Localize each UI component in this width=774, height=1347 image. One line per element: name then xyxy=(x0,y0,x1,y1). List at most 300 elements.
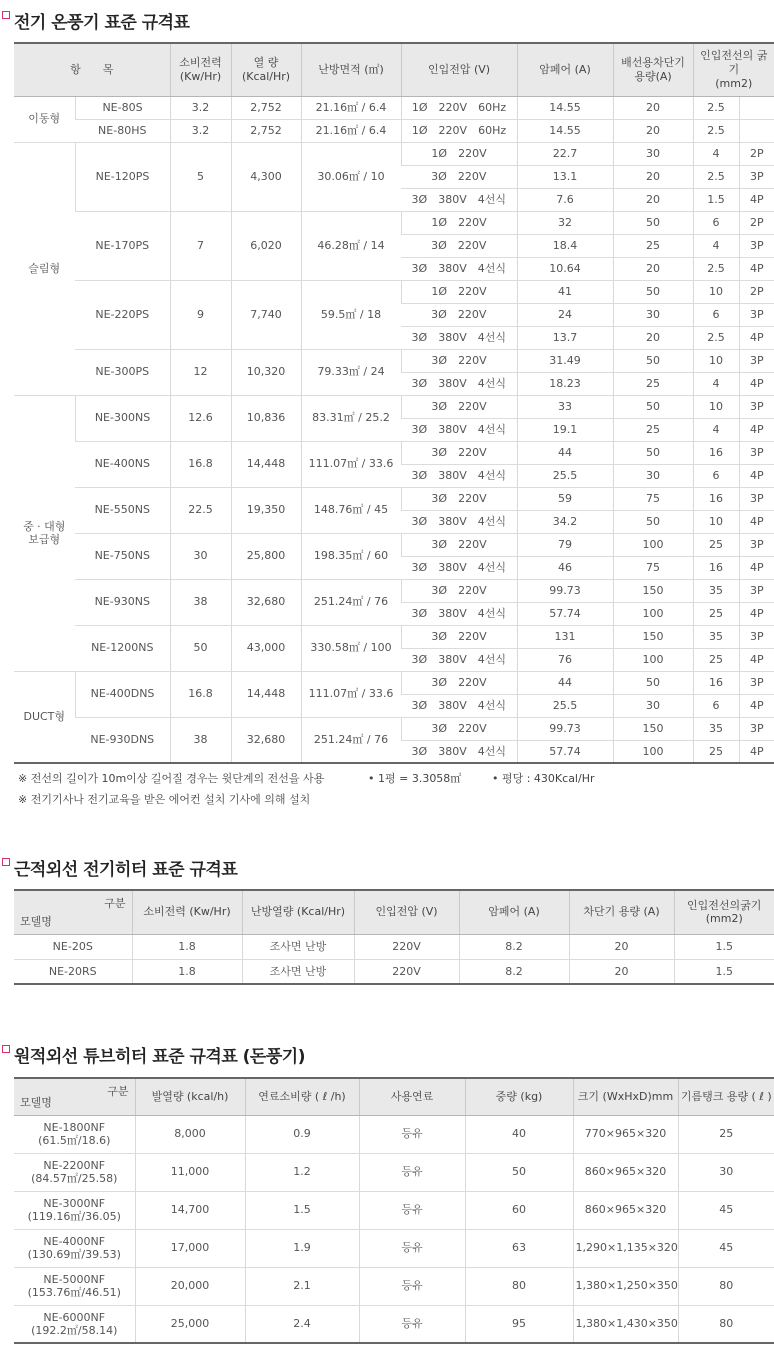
amp-cell: 41 xyxy=(517,280,613,303)
size-cell: 1,380×1,430×350 xyxy=(573,1305,678,1343)
amp-cell: 22.7 xyxy=(517,142,613,165)
section1-title xyxy=(0,8,189,33)
amp-cell: 13.1 xyxy=(517,165,613,188)
pole-cell: 3P xyxy=(739,349,774,372)
wire-cell: 4 xyxy=(693,234,739,257)
amp-cell: 76 xyxy=(517,648,613,671)
col-amp: 암페어 (A) xyxy=(517,43,613,96)
pole-cell: 4P xyxy=(739,372,774,395)
area-cell: 21.16㎡ / 6.4 xyxy=(301,96,401,119)
note-wire-length: ※ 전선의 길이가 10m이상 길어질 경우는 윗단계의 전선을 사용 xyxy=(18,772,325,785)
wire-cell: 35 xyxy=(693,625,739,648)
pole-cell: 4P xyxy=(739,510,774,533)
table-row xyxy=(14,1115,774,1153)
fuel-type-cell: 등유 xyxy=(359,1305,465,1343)
power-cell: 9 xyxy=(170,280,231,349)
pole-cell: 4P xyxy=(739,464,774,487)
breaker-cell: 150 xyxy=(613,579,693,602)
breaker-cell: 30 xyxy=(613,303,693,326)
wire-cell: 6 xyxy=(693,464,739,487)
amp-cell: 57.74 xyxy=(517,602,613,625)
voltage-cell: 3Ø 380V 4선식 xyxy=(401,326,517,349)
pole-cell: 3P xyxy=(739,441,774,464)
amp-cell: 31.49 xyxy=(517,349,613,372)
model-cell: NE-930DNS xyxy=(75,717,170,763)
model-cell: NE-3000NF (119.16㎡/36.05) xyxy=(14,1191,135,1229)
voltage-cell: 1Ø 220V 60Hz xyxy=(401,119,517,142)
category-cell: DUCT형 xyxy=(14,671,75,763)
amp-cell: 14.55 xyxy=(517,119,613,142)
model-cell: NE-6000NF (192.2㎡/58.14) xyxy=(14,1305,135,1343)
model-cell: NE-1200NS xyxy=(75,625,170,671)
wire-cell: 1.5 xyxy=(674,959,774,984)
pole-cell: 4P xyxy=(739,648,774,671)
wire-cell: 4 xyxy=(693,372,739,395)
heat-output-cell: 11,000 xyxy=(135,1153,245,1191)
power-cell: 1.8 xyxy=(132,934,242,959)
wire-cell: 25 xyxy=(693,533,739,556)
heat-cell: 43,000 xyxy=(231,625,301,671)
col-heat: 열 량 (Kcal/Hr) xyxy=(231,43,301,96)
wire-cell: 2.5 xyxy=(693,96,739,119)
weight-cell: 63 xyxy=(465,1229,573,1267)
voltage-cell: 3Ø 220V xyxy=(401,303,517,326)
weight-cell: 40 xyxy=(465,1115,573,1153)
col-fuel-type: 사용연료 xyxy=(359,1078,465,1115)
area-cell: 148.76㎡ / 45 xyxy=(301,487,401,533)
size-cell: 1,290×1,135×320 xyxy=(573,1229,678,1267)
table-row xyxy=(14,96,774,119)
amp-cell: 19.1 xyxy=(517,418,613,441)
pole-cell: 3P xyxy=(739,165,774,188)
col-voltage: 인입전압 (V) xyxy=(401,43,517,96)
breaker-cell: 50 xyxy=(613,510,693,533)
wire-cell: 10 xyxy=(693,395,739,418)
amp-cell: 13.7 xyxy=(517,326,613,349)
area-cell: 46.28㎡ / 14 xyxy=(301,211,401,280)
power-cell: 3.2 xyxy=(170,119,231,142)
model-cell: NE-400NS xyxy=(75,441,170,487)
fuel-consumption-cell: 1.2 xyxy=(245,1153,359,1191)
power-cell: 1.8 xyxy=(132,959,242,984)
category-cell: 슬림형 xyxy=(14,142,75,395)
amp-cell: 131 xyxy=(517,625,613,648)
amp-cell: 44 xyxy=(517,441,613,464)
fuel-consumption-cell: 2.1 xyxy=(245,1267,359,1305)
heat-cell: 32,680 xyxy=(231,717,301,763)
heat-output-cell: 17,000 xyxy=(135,1229,245,1267)
note-pyeong: • 1평 = 3.3058㎡ xyxy=(368,772,462,785)
pole-cell xyxy=(739,96,774,119)
breaker-cell: 100 xyxy=(613,648,693,671)
fuel-consumption-cell: 0.9 xyxy=(245,1115,359,1153)
power-cell: 5 xyxy=(170,142,231,211)
wire-cell: 10 xyxy=(693,510,739,533)
wire-cell: 16 xyxy=(693,441,739,464)
wire-cell: 10 xyxy=(693,280,739,303)
pole-cell: 4P xyxy=(739,740,774,763)
amp-cell: 25.5 xyxy=(517,464,613,487)
breaker-cell: 25 xyxy=(613,372,693,395)
voltage-cell: 1Ø 220V xyxy=(401,280,517,303)
breaker-cell: 20 xyxy=(613,165,693,188)
wire-cell: 2.5 xyxy=(693,326,739,349)
area-cell: 21.16㎡ / 6.4 xyxy=(301,119,401,142)
voltage-cell: 3Ø 380V 4선식 xyxy=(401,556,517,579)
breaker-cell: 20 xyxy=(569,959,674,984)
breaker-cell: 75 xyxy=(613,487,693,510)
power-cell: 22.5 xyxy=(170,487,231,533)
area-cell: 79.33㎡ / 24 xyxy=(301,349,401,395)
category-cell: 중 · 대형 보급형 xyxy=(14,395,75,671)
heat-cell: 19,350 xyxy=(231,487,301,533)
tank-cell: 45 xyxy=(678,1191,774,1229)
weight-cell: 95 xyxy=(465,1305,573,1343)
table-row xyxy=(14,211,774,234)
pole-cell: 4P xyxy=(739,602,774,625)
pole-cell: 2P xyxy=(739,211,774,234)
voltage-cell: 3Ø 220V xyxy=(401,671,517,694)
power-cell: 12 xyxy=(170,349,231,395)
wire-cell: 2.5 xyxy=(693,165,739,188)
voltage-cell: 3Ø 380V 4선식 xyxy=(401,418,517,441)
pole-cell: 3P xyxy=(739,579,774,602)
amp-cell: 33 xyxy=(517,395,613,418)
tank-cell: 80 xyxy=(678,1305,774,1343)
fuel-type-cell: 등유 xyxy=(359,1267,465,1305)
area-cell: 251.24㎡ / 76 xyxy=(301,579,401,625)
nir-heater-header xyxy=(14,890,774,934)
breaker-cell: 75 xyxy=(613,556,693,579)
tank-cell: 25 xyxy=(678,1115,774,1153)
wire-cell: 6 xyxy=(693,211,739,234)
col-weight: 중량 (kg) xyxy=(465,1078,573,1115)
model-cell: NE-300NS xyxy=(75,395,170,441)
notes xyxy=(18,768,595,810)
wire-cell: 4 xyxy=(693,418,739,441)
tank-cell: 30 xyxy=(678,1153,774,1191)
heat-output-cell: 8,000 xyxy=(135,1115,245,1153)
col-fuel-consumption: 연료소비량 ( ℓ /h) xyxy=(245,1078,359,1115)
fuel-type-cell: 등유 xyxy=(359,1115,465,1153)
breaker-cell: 150 xyxy=(613,717,693,740)
model-cell: NE-20S xyxy=(14,934,132,959)
heat-cell: 2,752 xyxy=(231,96,301,119)
power-cell: 7 xyxy=(170,211,231,280)
wire-cell: 25 xyxy=(693,740,739,763)
heat-cell: 7,740 xyxy=(231,280,301,349)
section-marker-icon xyxy=(2,11,10,19)
size-cell: 860×965×320 xyxy=(573,1153,678,1191)
heater-spec-header xyxy=(14,43,774,96)
area-cell: 30.06㎡ / 10 xyxy=(301,142,401,211)
pole-cell: 3P xyxy=(739,234,774,257)
tube-heater-table xyxy=(14,1077,774,1344)
section2-title xyxy=(0,855,237,880)
col-item: 항 목 xyxy=(14,43,170,96)
breaker-cell: 50 xyxy=(613,395,693,418)
tube-heater-header xyxy=(14,1078,774,1115)
heat-output-cell: 14,700 xyxy=(135,1191,245,1229)
amp-cell: 79 xyxy=(517,533,613,556)
breaker-cell: 100 xyxy=(613,602,693,625)
power-cell: 16.8 xyxy=(170,671,231,717)
fuel-type-cell: 등유 xyxy=(359,1191,465,1229)
pole-cell: 3P xyxy=(739,303,774,326)
breaker-cell: 50 xyxy=(613,349,693,372)
model-cell: NE-300PS xyxy=(75,349,170,395)
heat-cell: 4,300 xyxy=(231,142,301,211)
col-breaker: 배선용차단기 용량(A) xyxy=(613,43,693,96)
tank-cell: 80 xyxy=(678,1267,774,1305)
table-row xyxy=(14,349,774,372)
pole-cell: 4P xyxy=(739,326,774,349)
wire-cell: 35 xyxy=(693,717,739,740)
heat-cell: 2,752 xyxy=(231,119,301,142)
voltage-cell: 3Ø 380V 4선식 xyxy=(401,464,517,487)
amp-cell: 25.5 xyxy=(517,694,613,717)
model-cell: NE-2200NF (84.57㎡/25.58) xyxy=(14,1153,135,1191)
wire-cell: 2.5 xyxy=(693,119,739,142)
amp-cell: 7.6 xyxy=(517,188,613,211)
table-row xyxy=(14,717,774,740)
power-cell: 50 xyxy=(170,625,231,671)
voltage-cell: 3Ø 380V 4선식 xyxy=(401,188,517,211)
breaker-cell: 20 xyxy=(613,257,693,280)
breaker-cell: 100 xyxy=(613,533,693,556)
voltage-cell: 1Ø 220V 60Hz xyxy=(401,96,517,119)
breaker-cell: 30 xyxy=(613,694,693,717)
pole-cell: 2P xyxy=(739,280,774,303)
col-amp: 암페어 (A) xyxy=(459,890,569,934)
fuel-consumption-cell: 1.5 xyxy=(245,1191,359,1229)
voltage-cell: 3Ø 220V xyxy=(401,533,517,556)
heat-cell: 10,836 xyxy=(231,395,301,441)
area-cell: 251.24㎡ / 76 xyxy=(301,717,401,763)
heat-cell: 14,448 xyxy=(231,671,301,717)
table-row xyxy=(14,142,774,165)
model-cell: NE-750NS xyxy=(75,533,170,579)
note-kcal-per-pyeong: • 평당 : 430Kcal/Hr xyxy=(492,772,595,785)
breaker-cell: 20 xyxy=(569,934,674,959)
voltage-cell: 3Ø 220V xyxy=(401,349,517,372)
wire-cell: 25 xyxy=(693,648,739,671)
heat-cell: 32,680 xyxy=(231,579,301,625)
amp-cell: 8.2 xyxy=(459,959,569,984)
pole-cell xyxy=(739,119,774,142)
breaker-cell: 25 xyxy=(613,418,693,441)
table-row xyxy=(14,1267,774,1305)
breaker-cell: 20 xyxy=(613,188,693,211)
voltage-cell: 3Ø 220V xyxy=(401,234,517,257)
voltage-cell: 3Ø 380V 4선식 xyxy=(401,602,517,625)
wire-cell: 2.5 xyxy=(693,257,739,280)
tank-cell: 45 xyxy=(678,1229,774,1267)
model-cell: NE-1800NF (61.5㎡/18.6) xyxy=(14,1115,135,1153)
pole-cell: 4P xyxy=(739,257,774,280)
table-row xyxy=(14,579,774,602)
heat-cell: 조사면 난방 xyxy=(242,959,354,984)
heat-output-cell: 20,000 xyxy=(135,1267,245,1305)
size-cell: 860×965×320 xyxy=(573,1191,678,1229)
section3-title-text: 원적외선 튜브히터 표준 규격표 (돈풍기) xyxy=(14,1047,305,1067)
voltage-cell: 3Ø 380V 4선식 xyxy=(401,694,517,717)
breaker-cell: 20 xyxy=(613,119,693,142)
amp-cell: 44 xyxy=(517,671,613,694)
pole-cell: 3P xyxy=(739,487,774,510)
model-cell: NE-400DNS xyxy=(75,671,170,717)
wire-cell: 16 xyxy=(693,671,739,694)
breaker-cell: 20 xyxy=(613,96,693,119)
area-cell: 111.07㎡ / 33.6 xyxy=(301,671,401,717)
voltage-cell: 3Ø 380V 4선식 xyxy=(401,257,517,280)
power-cell: 38 xyxy=(170,717,231,763)
col-tank: 기름탱크 용량 ( ℓ ) xyxy=(678,1078,774,1115)
table-row xyxy=(14,934,774,959)
wire-cell: 16 xyxy=(693,556,739,579)
voltage-cell: 1Ø 220V xyxy=(401,211,517,234)
model-cell: NE-930NS xyxy=(75,579,170,625)
breaker-cell: 25 xyxy=(613,234,693,257)
model-cell: NE-120PS xyxy=(75,142,170,211)
amp-cell: 57.74 xyxy=(517,740,613,763)
area-cell: 59.5㎡ / 18 xyxy=(301,280,401,349)
pole-cell: 3P xyxy=(739,395,774,418)
amp-cell: 46 xyxy=(517,556,613,579)
wire-cell: 4 xyxy=(693,142,739,165)
pole-cell: 3P xyxy=(739,533,774,556)
voltage-cell: 3Ø 380V 4선식 xyxy=(401,648,517,671)
corner-bottom: 모델명 xyxy=(20,914,52,928)
breaker-cell: 50 xyxy=(613,280,693,303)
heat-cell: 25,800 xyxy=(231,533,301,579)
pole-cell: 4P xyxy=(739,694,774,717)
col-size: 크기 (WxHxD)mm xyxy=(573,1078,678,1115)
voltage-cell: 3Ø 220V xyxy=(401,579,517,602)
voltage-cell: 3Ø 380V 4선식 xyxy=(401,510,517,533)
amp-cell: 34.2 xyxy=(517,510,613,533)
voltage-cell: 3Ø 220V xyxy=(401,717,517,740)
weight-cell: 60 xyxy=(465,1191,573,1229)
voltage-cell: 220V xyxy=(354,934,459,959)
nir-heater-body xyxy=(14,934,774,984)
voltage-cell: 3Ø 380V 4선식 xyxy=(401,740,517,763)
voltage-cell: 3Ø 380V 4선식 xyxy=(401,372,517,395)
power-cell: 30 xyxy=(170,533,231,579)
corner-top: 구분 xyxy=(107,1085,129,1098)
model-cell: NE-4000NF (130.69㎡/39.53) xyxy=(14,1229,135,1267)
col-heat: 난방열량 (Kcal/Hr) xyxy=(242,890,354,934)
power-cell: 3.2 xyxy=(170,96,231,119)
col-power: 소비전력 (Kw/Hr) xyxy=(132,890,242,934)
model-cell: NE-170PS xyxy=(75,211,170,280)
table-row xyxy=(14,1153,774,1191)
weight-cell: 80 xyxy=(465,1267,573,1305)
wire-cell: 6 xyxy=(693,303,739,326)
table-row xyxy=(14,1305,774,1343)
breaker-cell: 30 xyxy=(613,142,693,165)
breaker-cell: 150 xyxy=(613,625,693,648)
fuel-consumption-cell: 2.4 xyxy=(245,1305,359,1343)
model-cell: NE-80S xyxy=(75,96,170,119)
section1-title-text: 전기 온풍기 표준 규격표 xyxy=(14,13,190,33)
pole-cell: 3P xyxy=(739,625,774,648)
table-row xyxy=(14,441,774,464)
wire-cell: 25 xyxy=(693,602,739,625)
nir-heater-table xyxy=(14,889,774,985)
size-cell: 1,380×1,250×350 xyxy=(573,1267,678,1305)
area-cell: 330.58㎡ / 100 xyxy=(301,625,401,671)
heat-cell: 6,020 xyxy=(231,211,301,280)
table-row xyxy=(14,533,774,556)
area-cell: 198.35㎡ / 60 xyxy=(301,533,401,579)
section-marker-icon xyxy=(2,858,10,866)
table-row xyxy=(14,1229,774,1267)
wire-cell: 16 xyxy=(693,487,739,510)
col-voltage: 인입전압 (V) xyxy=(354,890,459,934)
col-area: 난방면적 (㎡) xyxy=(301,43,401,96)
voltage-cell: 220V xyxy=(354,959,459,984)
model-cell: NE-80HS xyxy=(75,119,170,142)
model-cell: NE-220PS xyxy=(75,280,170,349)
wire-cell: 1.5 xyxy=(674,934,774,959)
pole-cell: 4P xyxy=(739,418,774,441)
voltage-cell: 1Ø 220V xyxy=(401,142,517,165)
pole-cell: 4P xyxy=(739,556,774,579)
fuel-type-cell: 등유 xyxy=(359,1229,465,1267)
weight-cell: 50 xyxy=(465,1153,573,1191)
col-power: 소비전력 (Kw/Hr) xyxy=(170,43,231,96)
wire-cell: 10 xyxy=(693,349,739,372)
amp-cell: 99.73 xyxy=(517,579,613,602)
table-row xyxy=(14,119,774,142)
heat-cell: 10,320 xyxy=(231,349,301,395)
size-cell: 770×965×320 xyxy=(573,1115,678,1153)
breaker-cell: 50 xyxy=(613,211,693,234)
voltage-cell: 3Ø 220V xyxy=(401,487,517,510)
table-row xyxy=(14,280,774,303)
power-cell: 38 xyxy=(170,579,231,625)
corner-cell xyxy=(14,890,132,934)
wire-cell: 35 xyxy=(693,579,739,602)
power-cell: 16.8 xyxy=(170,441,231,487)
amp-cell: 99.73 xyxy=(517,717,613,740)
voltage-cell: 3Ø 220V xyxy=(401,395,517,418)
fuel-type-cell: 등유 xyxy=(359,1153,465,1191)
corner-cell xyxy=(14,1078,135,1115)
section2-title-text: 근적외선 전기히터 표준 규격표 xyxy=(14,860,238,880)
breaker-cell: 50 xyxy=(613,441,693,464)
pole-cell: 2P xyxy=(739,142,774,165)
fuel-consumption-cell: 1.9 xyxy=(245,1229,359,1267)
table-row xyxy=(14,1191,774,1229)
pole-cell: 3P xyxy=(739,717,774,740)
category-cell: 이동형 xyxy=(14,96,75,142)
amp-cell: 18.23 xyxy=(517,372,613,395)
col-heat-output: 발열량 (kcal/h) xyxy=(135,1078,245,1115)
breaker-cell: 20 xyxy=(613,326,693,349)
heater-spec-body xyxy=(14,96,774,763)
amp-cell: 59 xyxy=(517,487,613,510)
model-cell: NE-20RS xyxy=(14,959,132,984)
amp-cell: 14.55 xyxy=(517,96,613,119)
pole-cell: 3P xyxy=(739,671,774,694)
model-cell: NE-5000NF (153.76㎡/46.51) xyxy=(14,1267,135,1305)
table-row xyxy=(14,959,774,984)
section3-title xyxy=(0,1042,305,1067)
voltage-cell: 3Ø 220V xyxy=(401,441,517,464)
amp-cell: 8.2 xyxy=(459,934,569,959)
